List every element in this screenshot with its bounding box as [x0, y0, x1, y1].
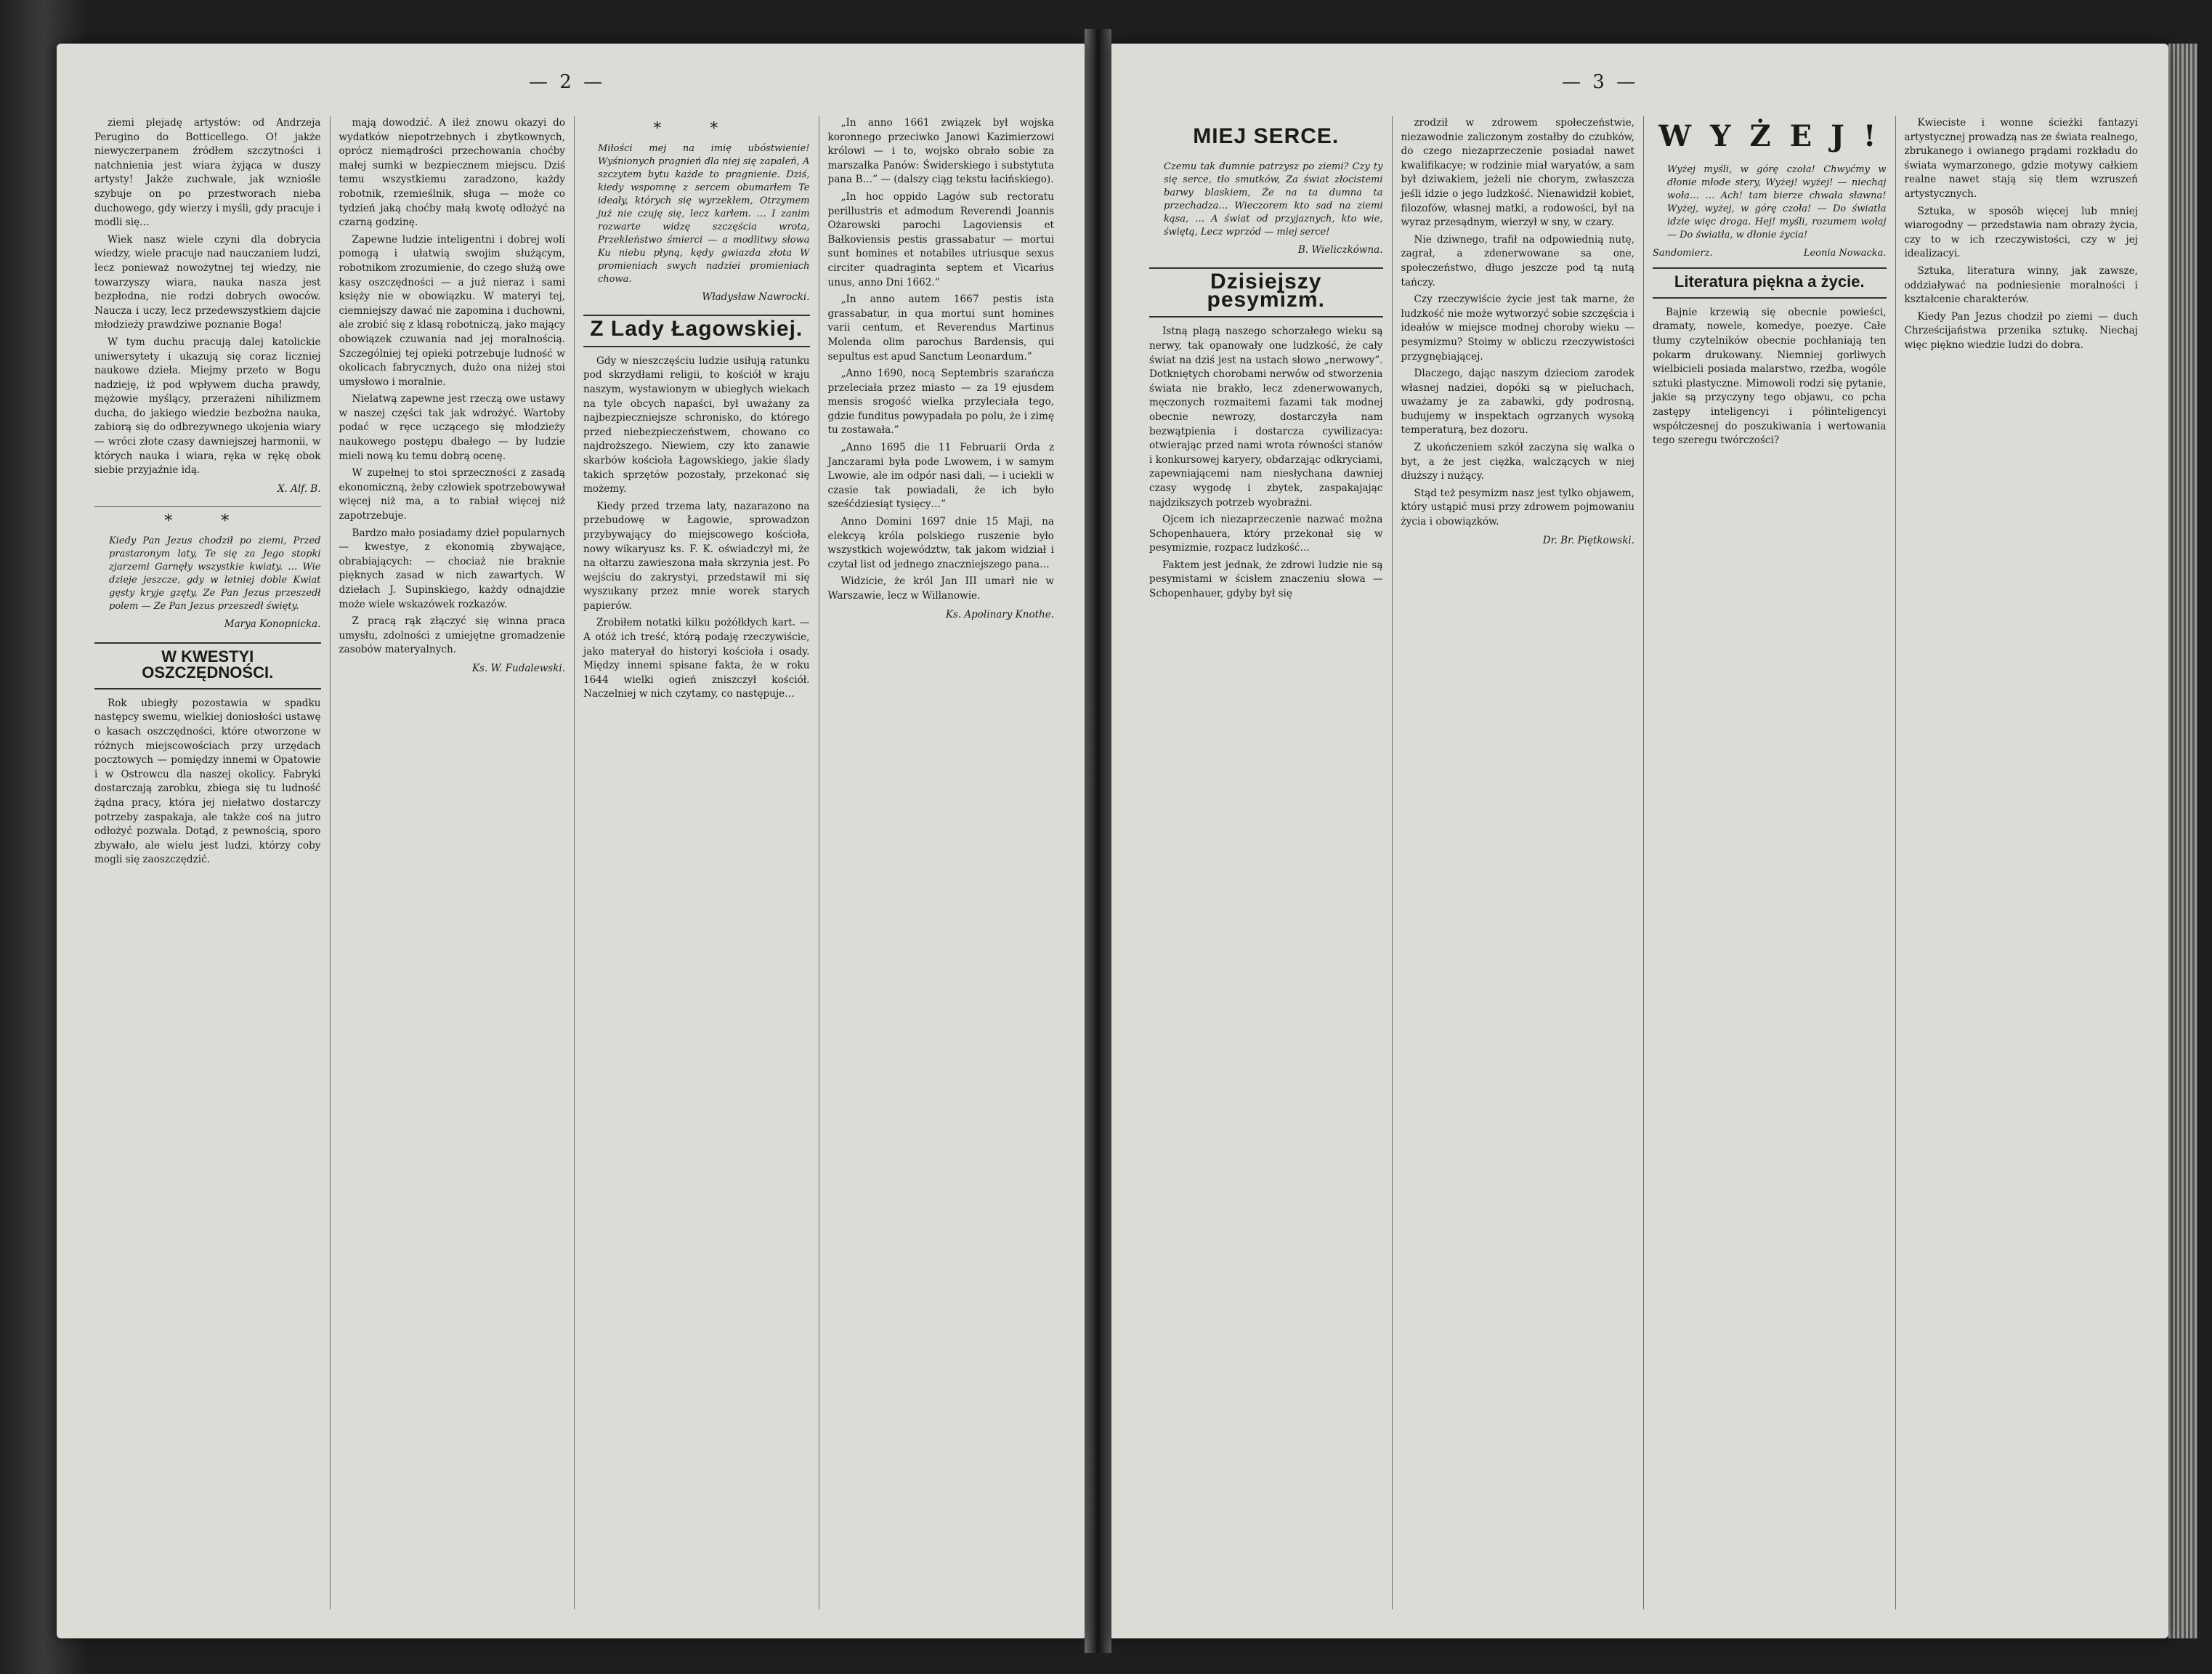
signature-row	[1653, 246, 1887, 261]
article-heading	[1653, 267, 1887, 299]
article-heading	[583, 315, 810, 347]
paragraph: Bajnie krzewią się obecnie powieści, dramaty, nowele, komedye, poezye. Całe tłumy czytelników obecnie pochłaniają ten pokarm drukowany. Niemniej gorliwych wielbicieli posiada malarstwo, rzeźba, wogóle sztuki plastyczne. Mimowoli rodzi się pytanie, jakie są przyczyny tego objawu, co pcha zastępy inteligencyi i półinteligencyi współczesnej do poszukiwania i wertowania tego szeregu twórczości?	[1653, 306, 1887, 447]
paragraph: Zapewne ludzie inteligentni i dobrej woli pomogą i ułatwią swojim służącym, robotnikom zrozumienie, do czego służą owe kasy oszczędności — a już nieraz i sami księży nie w obowiązku. W materyi tej, ciemniejszy dawać nie zapomina i duchowni, ale zrobić się z klasą robotniczą, jako mający obowiązek czuwania nad jej moralnością. Szczególniej tej opieki potrzebuje ludność w okolicach fabrycznych, dużo ona niżej stoi umysłowo i moralnie.	[339, 233, 565, 388]
divider	[94, 506, 321, 507]
paragraph: Nie dziwnego, trafił na odpowiednią nutę, zagrał, a zdenerwowane sa one, społeczeństwo, długo jeszcze pod tą nutą tańczy.	[1401, 233, 1634, 288]
heading-text: W KWESTYI OSZCZĘDNOŚCI.	[142, 647, 274, 682]
paragraph: W zupełnej to stoi sprzeczności z zasadą ekonomiczną, żeby człowiek spotrzebowywał więcej niż ma, a to rabiał więcej niż zapotrzebuje.	[339, 467, 565, 522]
poem: Kiedy Pan Jezus chodził po ziemi, Przed prastaronym laty, Te się za Jego stopki zjarzemi Garnęły wszystkie kwiaty. … Wie dzieje jeszcze, gdy w letniej doble Kwiat gęsty kryje gzęty, Ze Pan Jezus przeszedł polem — Ze Pan Jezus przeszedł święty.	[109, 535, 321, 612]
right-col-2	[1393, 116, 1645, 1609]
paragraph: „In anno autem 1667 pestis ista grassabatur, in qua mortui sunt homines varii centum, et Reverendus Martinus Molenda olim parochus Bardensis, qui sepultus est apud Sanctum Leonardum.”	[827, 294, 1054, 363]
signature: X. Alf. B.	[277, 482, 321, 495]
paragraph: Nielatwą zapewne jest rzeczą owe ustawy w naszej części tak jak wdrożyć. Wartoby podać w ręce uczącego się młodzieży naukowego postępu dbałego — by ludzie mieli nową ku temu dobrą ocenę.	[339, 393, 565, 462]
paragraph: Z ukończeniem szkół zaczyna się walka o byt, a że jest ciężka, walczących w niej dłuższy i nużący.	[1401, 442, 1634, 482]
heading-text: Z Lady Łagowskiej.	[590, 317, 803, 341]
poem: Miłości mej na imię ubóstwienie! Wyśnionych pragnień dla niej się zapaleń, A szczytem bytu każde to pragnienie. Dziś, kiedy wspomnę z sercem obumarłem Te ideały, których się wyrzekłem, Otrzymem już nie czuję się, lecz karłem. … I zanim rozwarte widzę szczęścia wrota, Przekleństwo śmierci — a modlitwy słowa Ku niebu płyną, kędy gwiazda złota W promieniach swych nadziei promieniach chowa.	[598, 142, 810, 285]
asterisks-ornament: * *	[164, 512, 251, 531]
paragraph: Wiek nasz wiele czyni dla dobrycia wiedzy, wiele pracuje nad nauczaniem ludzi, lecz ponieważ nowożytnej tej wiedzy, nie towarzyszy wiara, nauka nasza jest bezpłodna, nie rodzi dobrych owoców. Naucza i uczy, lecz przedewszystkiem dajcie młodzieży prawdziwe poznanie Boga!	[94, 233, 321, 331]
paragraph: Dlaczego, dając naszym dzieciom zarodek własnej nadziei, dopóki są w pieluchach, uważamy je za zabawki, gdy podrosną, budujemy w inspektach ogrzanych wysoką temperaturą, bez dozoru.	[1401, 368, 1634, 437]
paragraph: Widzicie, że król Jan III umarł nie w Warszawie, lecz w Willanowie.	[827, 575, 1054, 602]
paragraph: Istną plagą naszego schorzałego wieku są nerwy, tak opanowały one ludzkość, że cały świat na dziś jest na ustach słowo „nerwowy”. Dotkniętych chorobami nerwów od stworzenia świata nie brakło, lecz zdenerwowanych, męczonych rozmaitemi fazami tak modnej obecnie newrozy, dostarczyła nam bezwątpienia i dostarcza cywilizacya: otwierając przed nami wrota równości stanów i konkursowej karyery, obdarzając odkryciami, zapewniającemi nam niesłychana dawniej czasy wygodę i zbytek, zaspakajając najdzikszych potrzeb wyobraźni.	[1149, 326, 1383, 509]
paragraph: Bardzo mało posiadamy dzieł popularnych — kwestye, z ekonomią zbywające, obrabiających: — chociaż nie braknie pięknych zasad w nich zawartych. W dziełach J. Supinskiego, każdy odnajdzie może wiele wskazówek rozkazów.	[339, 527, 565, 610]
paragraph: W tym duchu pracują dalej katolickie uniwersytety i ukazują się coraz liczniej naukowe dzieła. Miejmy przeto w Bogu nadzieję, iż pod wpływem ducha prawdy, mężowie myślący, przerażeni nihilizmem ducha, do jakiego wiedzie bezbożna nauka, zabiorą się do odbrezywnego ukojenia wiary — wróci złote czasy dawniejszej harmonii, w których nauka i wiara, ręka w rękę obok siebie przyjaźnie idą.	[94, 336, 321, 477]
signature: B. Wieliczkówna.	[1297, 243, 1383, 256]
paragraph: „Anno 1690, nocą Septembris szarańcza przeleciała przez miasto — za 19 ejusdem mensis srogość wielka przyleciała tego, gdzie funditus powypadała po polu, że i zimę tu zostawała.”	[827, 368, 1054, 437]
signature: Władysław Nawrocki.	[702, 291, 810, 303]
left-col-1	[86, 116, 331, 1609]
paragraph: Kiedy przed trzema laty, nazarazono na przebudowę w Łagowie, sprowadzon przybywający do miejscowego kościoła, nowy wikaryusz ks. F. K. oświadczył mi, że na ołtarzu zawieszona mała skrzynia jest. Po wejściu do zakrystyi, przedstawił mi się wyszukany przez mnie worek starych papierów.	[583, 500, 810, 612]
paragraph: Z pracą rąk złączyć się winna praca umysłu, zdolności z umiejętne gromadzenie zasobów materyalnych.	[339, 615, 565, 656]
heading-text: Dzisiejszy pesymizm.	[1207, 270, 1325, 312]
signature: Marya Konopnicka.	[224, 618, 321, 631]
paragraph: „In hoc oppido Lagów sub rectoratu perillustris et admodum Reverendi Joannis Ożarowski parochi Lagoviensis et Bałkoviensis pestis grassabatur — mortui sunt homines et notabiles utriusque sexus circiter quadraginta septem et Vicarius unus, anno Dni 1662.”	[827, 190, 1054, 288]
article-heading	[94, 642, 321, 690]
heading-text: W Y Ż E J !	[1658, 119, 1881, 153]
paragraph: Faktem jest jednak, że zdrowi ludzie nie są pesymistami w ścisłem znaczeniu słowa — Schopenhauer, gdyby był się	[1149, 559, 1383, 600]
page-edges	[2168, 44, 2197, 1638]
book-gutter	[1085, 29, 1111, 1653]
page-number-right: — 3 —	[1562, 71, 1639, 93]
right-columns	[1141, 116, 2147, 1609]
signature: Ks. W. Fudalewski.	[471, 662, 565, 674]
poem: Czemu tak dumnie patrzysz po ziemi? Czy ty się serce, tło smutków, Za świat złocistemi barwy blaskiem, Że na ta dumna ta przechadza… Wieczorem kto sad na ziemi kąsa, … A świat od przyjaznych, kto wie, świętą, Lecz wprzód — miej serce!	[1164, 161, 1383, 238]
paragraph: Sztuka, literatura winny, jak zawsze, oddziaływać na podniesienie moralności i kształcenie charakterów.	[1904, 264, 2138, 306]
paragraph: Stąd też pesymizm nasz jest tylko objawem, który ustąpić musi przy zdrowem pojmowaniu życia i obowiązków.	[1401, 487, 1634, 528]
signature: Dr. Br. Piętkowski.	[1542, 534, 1634, 546]
left-col-4	[819, 116, 1064, 1609]
left-columns	[86, 116, 1063, 1609]
article-heading	[1149, 267, 1383, 318]
right-col-4	[1896, 116, 2147, 1609]
paragraph: Rok ubiegły pozostawia w spadku następcy swemu, wielkiej doniosłości ustawę o kasach oszczędności, które otworzone w różnych miejscowościach przy urzędach pocztowych — pomiędzy innemi w Opatowie i w Ostrowcu dla naszej okolicy. Fabryki dostarczają zarobku, zbiega się tu ludność żądna pracy, która jej niełatwo dostarczy potrzeby zaspakaja, ale także coś na jutro odłożyć pozwala. Dotąd, z pewnością, sporo zbywało, ale wielu jest ludzi, którzy coby mogli się zaoszczędzić.	[94, 697, 321, 866]
heading-text: MIEJ SERCE.	[1193, 124, 1340, 148]
right-col-1	[1141, 116, 1393, 1609]
paragraph: Ojcem ich niezaprzeczenie nazwać można Schopenhauera, który przekonał się w pesymizmie, rozpacz ludzkość…	[1149, 514, 1383, 554]
paragraph: Kwieciste i wonne ścieżki fantazyi artystycznej prowadzą nas ze świata realnego, zbrukanego i owianego prądami rozkładu do świata wymarzonego, gdzie motywy całkiem realne nawet stają się tłem wzruszeń artystycznych.	[1904, 117, 2138, 200]
poem: Wyżej myśli, w górę czoła! Chwyćmy w dłonie młode stery, Wyżej! wyżej! — niechaj woła… … Ach! tam bierze chwała sławna! Wyżej, wyżej, w górę czoła! — Do światła idzie więc droga. Hej! myśli, rozumem wołaj — Do światła, w dłonie życia!	[1667, 163, 1887, 240]
signature-place: Sandomierz.	[1653, 247, 1713, 259]
paragraph: Kiedy Pan Jezus chodził po ziemi — duch Chrześcijaństwa przenika sztukę. Niechaj więc piękno wiedzie ludzi do dobra.	[1904, 310, 2138, 351]
asterisks-ornament: * *	[653, 120, 740, 138]
paragraph: mają dowodzić. A ileż znowu okazyi do wydatków niepotrzebnych i zbytkownych, oprócz niemądrości przechowania choćby małej sumki w bezpiecznem miejscu. Dziś temu wszystkiemu zaradzono, każdy robotnik, rzemieślnik, sługa — może co tydzień jaką choćby małą kwotę odłożyć na czarną godzinę.	[339, 117, 565, 229]
paragraph: Sztuka, w sposób więcej lub mniej wiarogodny — przedstawia nam obrazy życia, czy to w ich rzeczywistości, czy w jej idealizacyi.	[1904, 205, 2138, 260]
paragraph: ziemi plejadę artystów: od Andrzeja Perugino do Botticellego. O! jakże niewyczerpanem źródłem szczytności i natchnienia jest wiara żyjąca w duszy artysty! Jakże zuchwale, jak wzniośle szybuje on po przestworach nieba duchowego, gdy wierzy i myśli, gdy pracuje i modli się…	[94, 117, 321, 229]
left-col-3	[575, 116, 819, 1609]
paragraph: „Anno 1695 die 11 Februarii Orda z Janczarami była pode Lwowem, i w samym Lwowie, ale im odpór nasi dali, — i uciekli w czasie tak powiadali, że ich było sześćdziesiąt tysięcy…”	[827, 442, 1054, 511]
right-page	[1111, 44, 2168, 1638]
paragraph: Czy rzeczywiście życie jest tak marne, że ludzkość nie może wytworzyć sobie szczęścia i ideałów w miejsce modnej choroby wieku — pesymizmu? Stoimy w obliczu rzeczywistości przygnębiającej.	[1401, 294, 1634, 363]
paragraph: zrodził w zdrowem społeczeństwie, niezawodnie zaliczonym zostałby do czubków, do czego niezaprzeczenie posiadał nawet kwalifikacye; w rodzinie miał waryatów, a sam był dziwakiem, jeżeli nie chorym, zwłaszcza jeśli idzie o jego ludzkość. Nienawidził kobiet, filozofów, własnej matki, a rodowości, był na wyraz przesądnym, wierzył w sny, w czary.	[1401, 117, 1634, 229]
paragraph: Zrobiłem notatki kilku pożółkłych kart. — A otóż ich treść, którą podaję rzeczywiście, jako materyał do historyi kościoła i osady. Między innemi spisane fakta, że w roku 1644 wielki ogień zniszczył kościół. Naczelniej w nich czytamy, co następuje…	[583, 617, 810, 700]
right-col-3	[1644, 116, 1896, 1609]
heading-text: Literatura piękna a życie.	[1674, 272, 1865, 291]
paragraph: „In anno 1661 związek był wojska koronnego przeciwko Janowi Kazimierzowi królowi — i to, wojsko obrało sobie za marszałka Panów: Świderskiego i substytuta pana B…” — (dalszy ciąg tekstu łacińskiego).	[827, 117, 1054, 186]
signature: Ks. Apolinary Knothe.	[945, 608, 1054, 620]
left-page	[57, 44, 1085, 1638]
left-col-2	[331, 116, 575, 1609]
page-number-left: — 2 —	[529, 71, 606, 93]
paragraph: Gdy w nieszczęściu ludzie usiłują ratunku pod skrzydłami religii, to kościół w kraju naszym, wystawionym w ubiegłych wiekach na tyle obcych napaści, był uważany za najbezpieczniejsze schronisko, do którego przed niebezpieczeństwem, chowano co najdroższego. Niewiem, czy kto zanawie skarbów kościoła Łagowskiego, jakie ślady takich sprzętów pozostały, przekonać się możemy.	[583, 355, 810, 496]
paragraph: Anno Domini 1697 dnie 15 Maji, na elekcyą króla polskiego ruszenie było wszystkich województw, tak jakom widział i czytał list od jednego znaczniejszego pana…	[827, 516, 1054, 570]
poem-heading	[1149, 124, 1383, 153]
poem-heading	[1653, 119, 1887, 156]
signature: Leonia Nowacka.	[1803, 247, 1887, 259]
